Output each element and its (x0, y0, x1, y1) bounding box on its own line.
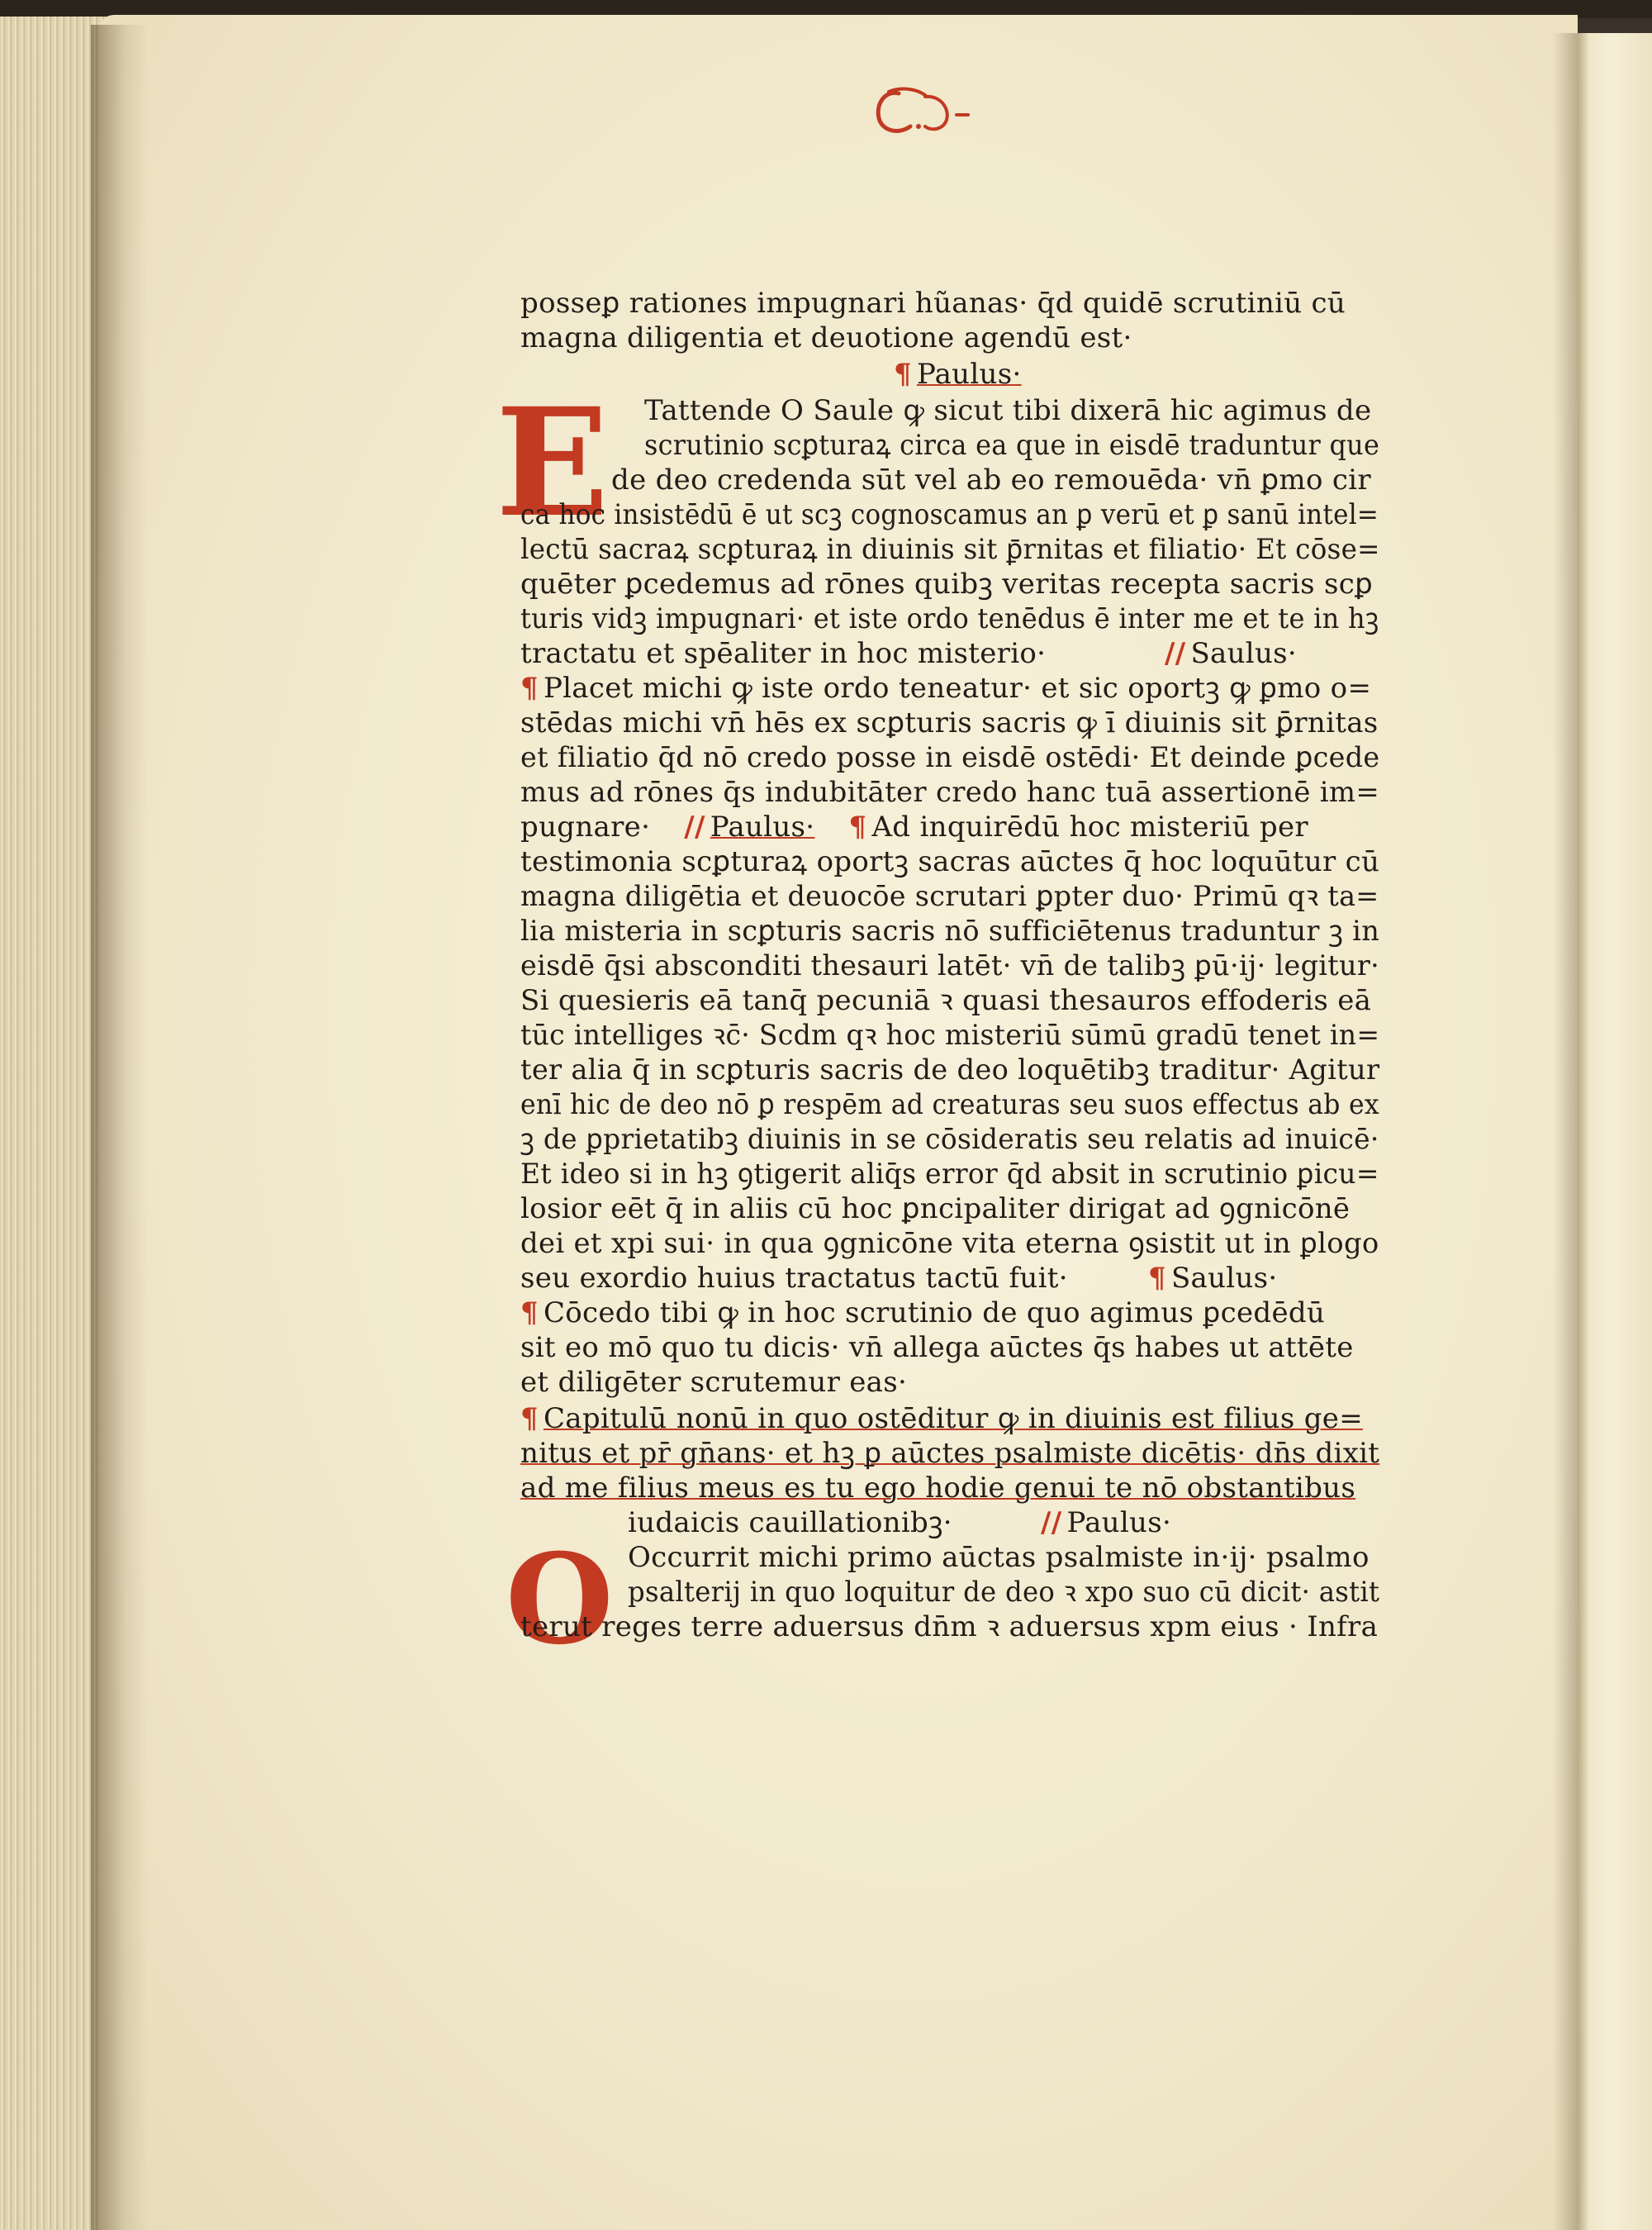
text-line: lectū sacraꝝ scꝑturaꝝ in diuinis sit ꝑ̄rnitas et filiatio· Et cōse= (520, 533, 1380, 566)
pilcrow-icon: ¶ (1148, 1262, 1166, 1295)
speaker-line (1148, 1261, 1278, 1296)
speaker-line (894, 357, 1022, 392)
text-line: turis vidꝫ impugnari· et iste ordo tenēdus ē inter me et te in hꝫ (520, 602, 1379, 635)
text-line: scrutinio scꝑturaꝝ circa ea que in eisdē traduntur que (644, 429, 1380, 462)
text-line: quēter ꝑcedemus ad rōnes quibꝫ veritas recepta sacris scꝑ (520, 568, 1373, 601)
chapter-heading-line: ad me filius meus es tu ego hodie genui te nō obstantibus (520, 1472, 1356, 1505)
initial-o: O (506, 1527, 614, 1672)
speaker-label: Paulus· (1066, 1506, 1172, 1539)
pilcrow-icon: ¶ (520, 1402, 539, 1435)
text-line: terut reges terre aduersus dn̄m ꝛ aduersus xpm eius · Infra (520, 1610, 1379, 1643)
text-line: Si quesieris eā tanq̄ pecuniā ꝛ quasi thesauros effoderis eā (520, 984, 1372, 1017)
right-page-edge (1578, 33, 1652, 2230)
text-line: Et ideo si in hꝫ ꝯtigerit aliq̄s error q̄d absit in scrutinio ꝑicu= (520, 1158, 1379, 1191)
pilcrow-icon: // (1041, 1506, 1062, 1539)
text-line: magna diligētia et deuocōe scrutari ꝑpter duo· Primū qꝛ ta= (520, 880, 1379, 913)
text-line (520, 1296, 1325, 1330)
text-span: Cōcedo tibi ꝙ in hoc scrutinio de quo agimus ꝑcedēdū (543, 1296, 1326, 1329)
text-line: et filiatio q̄d nō credo posse in eisdē ostēdi· Et deinde ꝑcede (520, 741, 1380, 774)
text-line: posseꝑ rationes impugnari hũanas· q̄d quidē scrutiniū cū (520, 287, 1346, 320)
text-line: Occurrit michi primo aūctas psalmiste in·ij· psalmo (628, 1541, 1370, 1574)
pilcrow-icon: ¶ (520, 672, 539, 705)
text-line: psalterij in quo loquitur de deo ꝛ xpo suo cū dicit· astit (628, 1576, 1380, 1609)
text-line: et diligēter scrutemur eas· (520, 1366, 908, 1399)
speaker-line (1041, 1505, 1171, 1540)
initial-e: E (496, 376, 610, 550)
speaker-label: Paulus· (916, 358, 1022, 391)
pilcrow-icon: ¶ (894, 358, 912, 391)
pilcrow-icon: // (684, 811, 705, 844)
text-line: ca hoc insistēdū ē ut scꝫ cognoscamus an ꝑ verū et ꝑ sanū intel= (520, 498, 1379, 531)
text-line: losior eēt q̄ in aliis cū hoc ꝑncipaliter dirigat ad ꝯgnicōnē (520, 1192, 1351, 1225)
folio-mark (867, 78, 975, 145)
gutter-shadow (91, 25, 149, 2230)
pilcrow-icon: ¶ (520, 1296, 539, 1329)
text-span: pugnare· (520, 811, 651, 844)
chapter-heading-line (520, 1401, 1363, 1436)
text-line: stēdas michi vn̄ hēs ex scꝑturis sacris ꝙ ī diuinis sit ꝑ̄rnitas (520, 706, 1379, 739)
text-line: testimonia scꝑturaꝝ oportꝫ sacras aūctes q̄ hoc loquūtur cū (520, 845, 1380, 878)
speaker-label: Paulus· (710, 811, 815, 844)
text-span: Ad inquirēdū hoc misteriū per (871, 811, 1308, 844)
pilcrow-icon: ¶ (848, 811, 867, 844)
text-line: mus ad rōnes q̄s indubitāter credo hanc tuā assertionē im= (520, 776, 1380, 809)
text-line: eisdē q̄si absconditi thesauri latēt· vn̄ de talibꝫ ꝑū·ij· legitur· (520, 949, 1380, 982)
text-line: ꝫ de ꝑprietatibꝫ diuinis in se cōsideratis seu relatis ad inuicē· (520, 1123, 1379, 1156)
text-line: dei et xpi sui· in qua ꝯgnicōne vita eterna ꝯsistit ut in ꝑlogo (520, 1227, 1379, 1260)
chapter-heading-line: nitus et pr̄ gn̄ans· et hꝫ ꝑ aūctes psalmiste dicētis· dn̄s dixit (520, 1437, 1380, 1470)
speaker-line (1165, 636, 1297, 671)
speaker-label: Saulus· (1170, 1262, 1278, 1295)
text-line: seu exordio huius tractatus tactū fuit· (520, 1262, 1068, 1295)
text-line: sit eo mō quo tu dicis· vn̄ allega aūctes q̄s habes ut attēte (520, 1331, 1354, 1364)
text-line: iudaicis cauillationibꝫ· (628, 1506, 952, 1539)
text-line: de deo credenda sūt vel ab eo remouēda· vn̄ ꝑmo cir (611, 464, 1371, 497)
text-line: ter alia q̄ in scꝑturis sacris de deo loquētibꝫ traditur· Agitur (520, 1053, 1380, 1086)
text-line (520, 810, 1308, 844)
text-line: tūc intelliges ꝛc̄· Scdm qꝛ hoc misteriū sūmū gradū tenet in= (520, 1019, 1380, 1052)
text-line: magna diligentia et deuotione agendū est· (520, 321, 1132, 354)
text-line: Tattende O Saule ꝙ sicut tibi dixerā hic agimus de (644, 394, 1372, 427)
chapter-heading: Capitulū nonū in quo ostēditur ꝙ in diuinis est filius ge= (543, 1402, 1363, 1435)
text-line: enī hic de deo nō ꝑ respēm ad creaturas seu suos effectus ab ex (520, 1088, 1379, 1121)
text-line: tractatu et spēaliter in hoc misterio· (520, 637, 1047, 670)
pilcrow-icon: // (1165, 637, 1186, 670)
text-line: lia misteria in scꝑturis sacris nō sufficiētenus traduntur ꝫ in (520, 915, 1380, 948)
text-span: Placet michi ꝙ iste ordo teneatur· et sic oportꝫ ꝙ ꝑmo o= (543, 672, 1372, 705)
speaker-label: Saulus· (1190, 637, 1298, 670)
text-line (520, 671, 1371, 706)
